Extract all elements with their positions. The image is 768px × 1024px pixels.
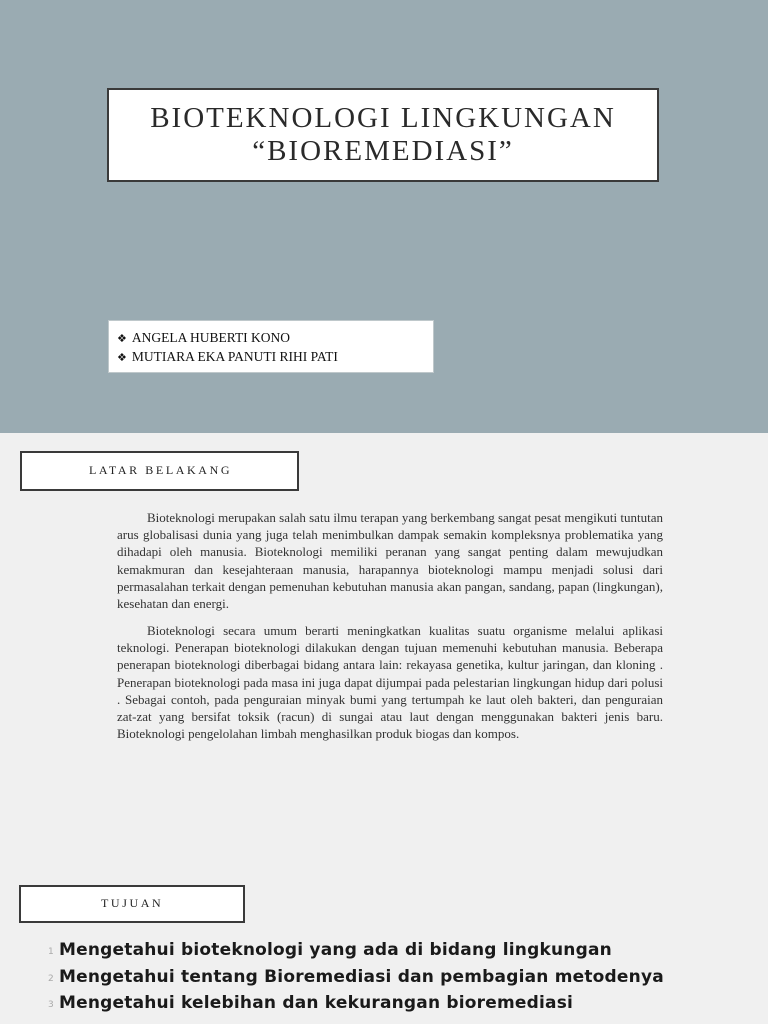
latar-belakang-heading: LATAR BELAKANG <box>89 463 233 477</box>
title-line-2: “BIOREMEDIASI” <box>252 135 514 167</box>
goal-number: 1 <box>48 947 54 957</box>
goal-item <box>48 967 748 994</box>
authors-box <box>108 320 434 373</box>
goal-number: 2 <box>48 973 54 984</box>
body-paragraph-2: Bioteknologi secara umum berarti meningkatkan kualitas suatu organisme melalui aplikasi teknologi. Penerapan bioteknologi dilakukan dengan tujuan memenuhi kebutuhan manusia. Beberapa penerapan bioteknologi diberbagai bidang antara lain: rekayasa genetika, kultur jaringan, dan kloning . Penerapan bioteknologi pada masa ini juga dapat dijumpai pada pelestarian lingkungan hidup dari polusi . Sebagai contoh, pada penguraian minyak bumi yang tertumpah ke laut oleh bakteri, dan penguraian zat-zat yang bersifat toksik (racun) di sungai atau laut dengan menggunakan bakteri jenis baru. Bioteknologi pengelolahan limbah menghasilkan produk biogas dan kompos. <box>117 623 663 742</box>
author-name: ANGELA HUBERTI KONO <box>131 330 291 345</box>
goal-text: Mengetahui kelebihan dan kekurangan bioremediasi <box>59 993 574 1013</box>
author-item <box>117 348 433 367</box>
body-paragraph-1: Bioteknologi merupakan salah satu ilmu terapan yang berkembang sangat pesat mengikuti tuntutan arus globalisasi dunia yang juga telah menimbulkan dampak semakin kompleksnya problematika yang dihadapi oleh manusia. Bioteknologi memiliki peranan yang sangat penting dalam mewujudkan kemakmuran dan kesejahteraan manusia, harapannya bioteknologi mampu menjadi solusi dari permasalahan terkait dengan pemenuhan kebutuhan manusia akan pangan, sandang, papan (lingkungan), kesehatan dan energi. <box>117 510 663 612</box>
diamond-bullet-icon: ❖ <box>117 332 127 345</box>
goal-item <box>48 940 748 967</box>
title-line-1: BIOTEKNOLOGI LINGKUNGAN <box>150 102 616 134</box>
goal-text: Mengetahui bioteknologi yang ada di bidang lingkungan <box>59 940 612 960</box>
author-item <box>117 329 433 348</box>
diamond-bullet-icon: ❖ <box>117 351 127 364</box>
tujuan-heading: TUJUAN <box>101 896 164 910</box>
goal-item <box>48 993 748 1020</box>
title-slide <box>0 0 768 433</box>
author-name: MUTIARA EKA PANUTI RIHI PATI <box>131 349 338 364</box>
goals-list <box>48 940 748 1020</box>
goal-number: 3 <box>48 1000 54 1010</box>
title-box <box>107 88 659 182</box>
goal-text: Mengetahui tentang Bioremediasi dan pembagian metodenya <box>59 966 664 987</box>
